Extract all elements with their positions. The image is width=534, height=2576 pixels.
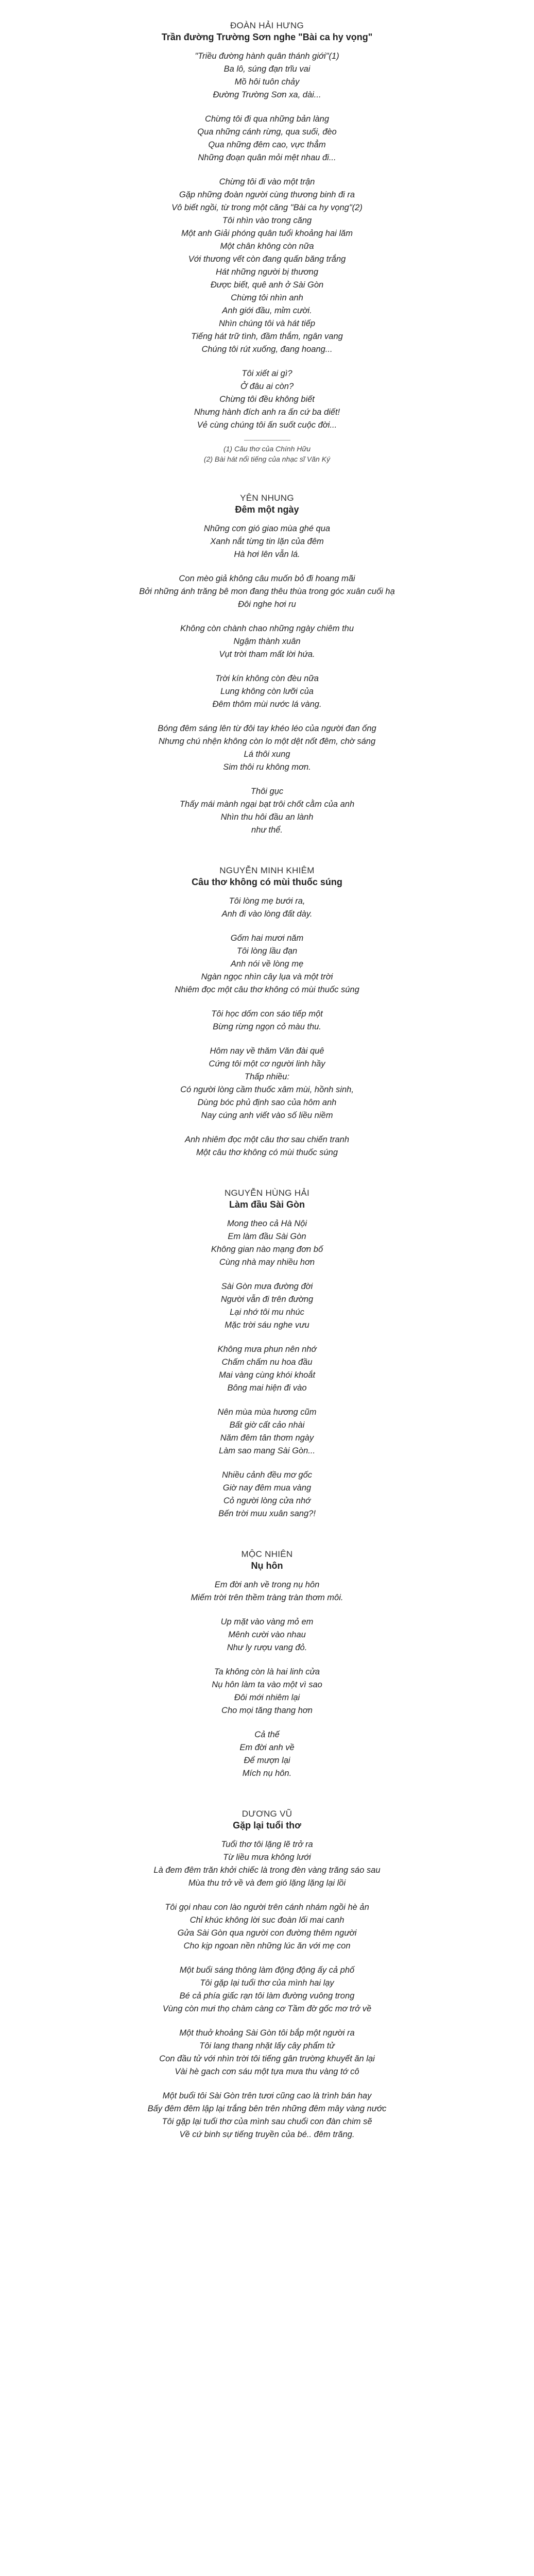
poem-section xyxy=(0,1549,534,1780)
poem-line: Gửa Sài Gòn qua người con đường thêm người xyxy=(177,1928,357,1938)
poem-title: Gặp lại tuổi thơ xyxy=(233,1820,301,1831)
stanza-break xyxy=(0,1395,534,1406)
poem-line: Thấy mái mành ngại bạt trôi chốt cằm của anh xyxy=(179,800,355,809)
poem-line: Dùng bóc phủ định sao của hôm anh xyxy=(197,1098,337,1107)
poem-line: Mồ hôi tuôn chảy xyxy=(234,77,300,87)
poem-line: Có người lòng cầm thuốc xâm mùi, hồnh sinh, xyxy=(180,1085,354,1094)
poem-line: Tôi gọi nhau con lào người trên cánh nhám ngồi hè ản xyxy=(165,1903,369,1912)
poem-line: Hát những người bị thương xyxy=(215,267,318,277)
poem-line: Về cứ binh sự tiếng truyền của bé.. đêm trăng. xyxy=(179,2130,355,2139)
poem-line: Bông mai hiện đi vào xyxy=(227,1383,307,1393)
poem-line: Cỏ người lòng cửa nhớ xyxy=(223,1496,311,1505)
poem-line: Một buổi sáng thông làm động động ấy cả phố xyxy=(179,1965,355,1975)
stanza-break xyxy=(0,774,534,785)
poem-line: Hôm nay về thăm Văn đài quê xyxy=(210,1046,324,1056)
stanza-break xyxy=(0,2078,534,2090)
poem-section xyxy=(0,21,534,464)
poem-line: Được biết, quê anh ở Sài Gòn xyxy=(210,280,324,290)
poem-line: Gốm hai mươi năm xyxy=(230,934,304,943)
poem-author: ĐOÀN HẢI HƯNG xyxy=(230,21,304,30)
poem-line: Tôi nhìn vào trong căng xyxy=(222,216,312,225)
stanza-break xyxy=(0,1332,534,1343)
poem-line: Bừng rừng ngọn cỏ màu thu. xyxy=(213,1022,321,1031)
poem-line: Mai vàng cùng khói khoắt xyxy=(218,1370,316,1380)
poem-line: Vài hè gach cơn sáu một tựa mưa thu vàng tớ cô xyxy=(175,2067,359,2076)
poem-line: Bến trời muu xuân sang?! xyxy=(218,1509,316,1518)
poem-section xyxy=(0,866,534,1159)
poem-line: như thể. xyxy=(251,825,283,835)
poem-line: Vùng còn mưi thọ chàm càng cơ Tầm đờ gốc mơ trở về xyxy=(162,2004,372,2013)
poem-line: Một câu thơ không có mùi thuốc súng xyxy=(196,1148,338,1157)
poem-title: Trần đường Trường Sơn nghe "Bài ca hy vọng" xyxy=(161,32,373,42)
poem-section xyxy=(0,1188,534,1520)
poem-line: Nhiêm đọc một câu thơ không có mùi thuốc súng xyxy=(175,985,359,994)
poem-line: "Triều đường hành quân thánh giới"(1) xyxy=(195,52,339,61)
poem-line: Vô biết ngồi, từ trong một căng "Bài ca hy vọng"(2) xyxy=(171,203,363,212)
poem-line: Năm đêm tân thơm ngày xyxy=(220,1433,314,1443)
poem-line: Những cơn gió giao mùa ghé qua xyxy=(203,524,331,533)
stanza-break xyxy=(0,1890,534,1901)
poem-line: Tiếng hát trữ tình, đầm thắm, ngân vang xyxy=(191,332,343,341)
poem-line: Cho mọi tăng thang hơn xyxy=(221,1706,313,1715)
stanza-break xyxy=(0,611,534,622)
poem-line: Em đời anh về xyxy=(239,1743,295,1752)
stanza-break xyxy=(0,101,534,113)
poem-line: Trời kín không còn đèu nữa xyxy=(215,674,319,683)
poem-line: Lại nhớ tôi mu nhúc xyxy=(230,1308,304,1317)
poem-line: Tôi lang thang nhặt lấy cây phẩm tử xyxy=(199,2041,335,2050)
poem-line: Tôi lòng lầu đạn xyxy=(236,946,298,956)
poem-line: Lung không còn lưỡi của xyxy=(220,687,314,696)
poem-line: Qua những cánh rừng, qua suối, đèo xyxy=(197,127,337,137)
poem-line: Con mèo giả không câu muốn bỏ đi hoang mãi xyxy=(179,574,355,583)
poem-line: Anh nhiêm đọc một câu thơ sau chiến tranh xyxy=(184,1135,350,1144)
stanza-break xyxy=(0,996,534,1008)
poem-line: Như ly rượu vang đỏ. xyxy=(227,1643,307,1652)
poem-line: Bé cả phía giấc rạn tôi làm đường vuông trong xyxy=(179,1991,355,2001)
poem-line: Đôi mới nhiêm lại xyxy=(234,1693,300,1702)
poem-section xyxy=(0,493,534,837)
stanza-break xyxy=(0,1269,534,1280)
poem-line: Vẻ cùng chúng tôi ấn suốt cuộc đời... xyxy=(197,420,337,430)
poem-line: Những đoạn quân mỏi mệt nhau đi... xyxy=(198,153,336,162)
poem-line: Nên mùa mùa hương cũm xyxy=(217,1408,317,1417)
poem-line: Miếm trời trên thềm tràng tràn thơm môi. xyxy=(191,1593,343,1602)
poem-line: Bất giờ cất cảo nhài xyxy=(229,1420,305,1430)
poem-line: Cùng nhà may nhiều hơn xyxy=(219,1258,315,1267)
poem-line: Nụ hôn làm ta vào một vì sao xyxy=(212,1680,322,1689)
poem-title: Làm đầu Sài Gòn xyxy=(229,1199,305,1210)
poem-line: Một chân không còn nữa xyxy=(220,242,314,251)
stanza-break xyxy=(0,2015,534,2027)
poem-line: Thấp nhiều: xyxy=(244,1072,290,1081)
poem-line: Một buổi tôi Sài Gòn trên tươi cũng cao là trình bán hay xyxy=(162,2091,372,2100)
poem-line: Chỉ khúc không lời suc đoàn lối mai canh xyxy=(190,1916,344,1925)
poem-line: Đêm thôm mùi nước lá vàng. xyxy=(212,700,322,709)
poem-line: Mặc trời sáu nghe vưu xyxy=(225,1320,309,1330)
poem-line: Không mưa phun nên nhớ xyxy=(217,1345,317,1354)
poem-title: Nụ hôn xyxy=(251,1561,283,1571)
poem-line: Đôi nghe hơi ru xyxy=(238,600,296,609)
poem-line: Giờ nay đêm mua vàng xyxy=(222,1483,312,1493)
poem-title: Đêm một ngày xyxy=(235,504,299,515)
poem-line: Vụt trời tham mất lời hứa. xyxy=(219,650,315,659)
poem-title: Câu thơ không có mùi thuốc súng xyxy=(192,877,342,887)
poem-line: Gặp những đoàn người cùng thương binh đi ra xyxy=(179,190,355,199)
poem-line: Không gian nào mạng đơn bố xyxy=(211,1245,323,1254)
stanza-break xyxy=(0,661,534,672)
stanza-break xyxy=(0,1717,534,1728)
poem-line: Up mặt vào vàng mỏ em xyxy=(220,1617,314,1626)
poem-line: Bởi những ánh trăng bê mon đang thêu thùa trong góc xuân cuối hạ xyxy=(139,587,395,596)
stanza-break xyxy=(0,1654,534,1666)
poem-line: Anh đi vào lòng đất dày. xyxy=(221,909,313,919)
stanza-break xyxy=(0,921,534,932)
poem-author: NGUYỄN HÙNG HẢI xyxy=(224,1188,310,1198)
poem-author: DƯƠNG VŨ xyxy=(242,1809,292,1819)
poem-line: Mong theo cả Hà Nội xyxy=(227,1219,307,1228)
poem-line: Bấy đêm đêm lập lại trắng bên trên những đêm mây vàng nước xyxy=(147,2104,387,2113)
poem-line: Cả thế xyxy=(254,1730,280,1739)
poem-line: Một thuở khoảng Sài Gòn tôi bắp một người ra xyxy=(179,2028,355,2038)
poem-line: Ngàn ngọc nhìn cây lụa và một trời xyxy=(201,972,333,981)
poem-line: Từ liều mưa không lưới xyxy=(223,1853,311,1862)
poem-line: Qua những đêm cao, vực thẳm xyxy=(208,140,326,149)
poem-line: Cứng tôi một cơ người linh hầy xyxy=(209,1059,325,1069)
poem-line: Không còn chành chao những ngày chiêm thu xyxy=(180,624,354,633)
stanza-break xyxy=(0,711,534,722)
poem-line: Chừng tôi nhìn anh xyxy=(231,293,303,302)
stanza-break xyxy=(0,1033,534,1045)
poem-section xyxy=(0,1809,534,2141)
poem-line: Thôi gục xyxy=(250,787,284,796)
poem-line: Chừng tôi đi qua những bản làng xyxy=(204,114,330,124)
stanza-break xyxy=(0,1953,534,1964)
poem-line: Là đem đêm trăn khởi chiếc là trong đèn vàng trăng sáo sau xyxy=(153,1866,381,1875)
poem-line: Tôi gặp lại tuổi thơ của mình sau chuổi con đàn chim sẽ xyxy=(162,2117,372,2126)
poem-line: Tôi xiết ai gì? xyxy=(242,369,292,378)
poem-line: Ba lô, súng đạn trĩu vai xyxy=(223,64,311,74)
poem-line: Anh giới đầu, mỉm cười. xyxy=(222,306,312,315)
stanza-break xyxy=(0,164,534,176)
poem-author: NGUYỄN MINH KHIÊM xyxy=(219,866,315,875)
poem-footnote: (1) Câu thơ của Chính Hữu xyxy=(223,445,311,453)
poem-line: Ta không còn là hai linh cửa xyxy=(214,1667,320,1676)
poem-line: Nhưng chú nhện không còn lo một dệt nốt đêm, chờ sáng xyxy=(158,737,376,746)
poem-line: Tôi lòng mẹ bưới ra, xyxy=(229,896,305,906)
poem-line: Chừng tôi đi vào một trận xyxy=(219,177,315,187)
poem-line: Tuổi thơ tôi lặng lẽ trở ra xyxy=(221,1840,313,1849)
poem-line: Em làm đầu Sài Gòn xyxy=(228,1232,306,1241)
poem-footnote: (2) Bài hát nổi tiếng của nhạc sĩ Văn Ký xyxy=(203,455,331,463)
poem-line: Nhiều cảnh đều mơ gốc xyxy=(221,1470,313,1480)
poem-line: Làm sao mang Sài Gòn... xyxy=(218,1446,316,1455)
poem-line: Để mượn lại xyxy=(244,1756,290,1765)
poem-line: Nay cúng anh viết vào số liều niềm xyxy=(201,1111,333,1120)
poem-line: Xanh nắt từng tin lặn của đêm xyxy=(210,537,324,546)
poem-line: Đường Trường Sơn xa, dài... xyxy=(213,90,321,99)
poem-line: Lá thôi xung xyxy=(244,750,290,759)
poem-line: Người vẫn đi trên đường xyxy=(220,1295,314,1304)
poem-line: Nhìn chúng tôi và hát tiếp xyxy=(218,319,316,328)
poem-line: Anh nói về lòng mẹ xyxy=(230,959,304,969)
poem-line: Mênh cười vào nhau xyxy=(228,1630,306,1639)
poem-line: Con đầu tử với nhìn trời tôi tiếng gân trường khuyết ăn lại xyxy=(159,2054,375,2063)
poem-line: Với thương vết còn đang quấn băng trắng xyxy=(188,255,346,264)
poem-line: Chừng tôi đều không biết xyxy=(219,395,315,404)
poem-line: Bóng đêm sáng lên từ đôi tay khéo léo của người đan ống xyxy=(158,724,376,733)
stanza-break xyxy=(0,356,534,367)
poem-line: Ngậm thành xuân xyxy=(233,637,301,646)
stanza-break xyxy=(0,1604,534,1616)
poem-line: Tôi gặp lại tuổi thơ của mình hai lạy xyxy=(200,1978,334,1988)
poem-author: YÊN NHUNG xyxy=(240,493,294,503)
poem-line: Ở đâu ai còn? xyxy=(240,382,294,391)
poem-line: Sài Gòn mưa đường đời xyxy=(221,1282,313,1291)
poem-line: Mích nụ hôn. xyxy=(242,1769,292,1778)
stanza-break xyxy=(0,561,534,572)
poem-author: MỘC NHIÊN xyxy=(241,1549,293,1559)
article-body xyxy=(0,21,534,2170)
poem-line: Hà hơi lên vẫn lá. xyxy=(234,550,300,559)
stanza-break xyxy=(0,1122,534,1133)
poem-line: Em đời anh về trong nụ hôn xyxy=(214,1580,320,1589)
poem-line: Chấm chấm nu hoa đầu xyxy=(221,1358,313,1367)
poem-line: Nhưng hành đích anh ra ấn cứ ba diết! xyxy=(194,408,340,417)
poem-line: Cho kịp ngoan nền những lúc ăn với mẹ con xyxy=(183,1941,351,1951)
poem-line: Chúng tôi rút xuống, đang hoang... xyxy=(201,345,333,354)
poem-line: Mùa thu trở về và đem gió lặng lặng lại lồi xyxy=(188,1878,346,1888)
stanza-break xyxy=(0,1458,534,1469)
poem-line: Một anh Giải phóng quân tuổi khoảng hai lăm xyxy=(181,229,353,238)
poem-line: Sim thôi ru không mơn. xyxy=(223,762,311,772)
poem-line: Nhìn thu hôi đầu an lành xyxy=(220,812,314,822)
poem-line: Tôi học dốm con sáo tiếp một xyxy=(211,1009,323,1019)
